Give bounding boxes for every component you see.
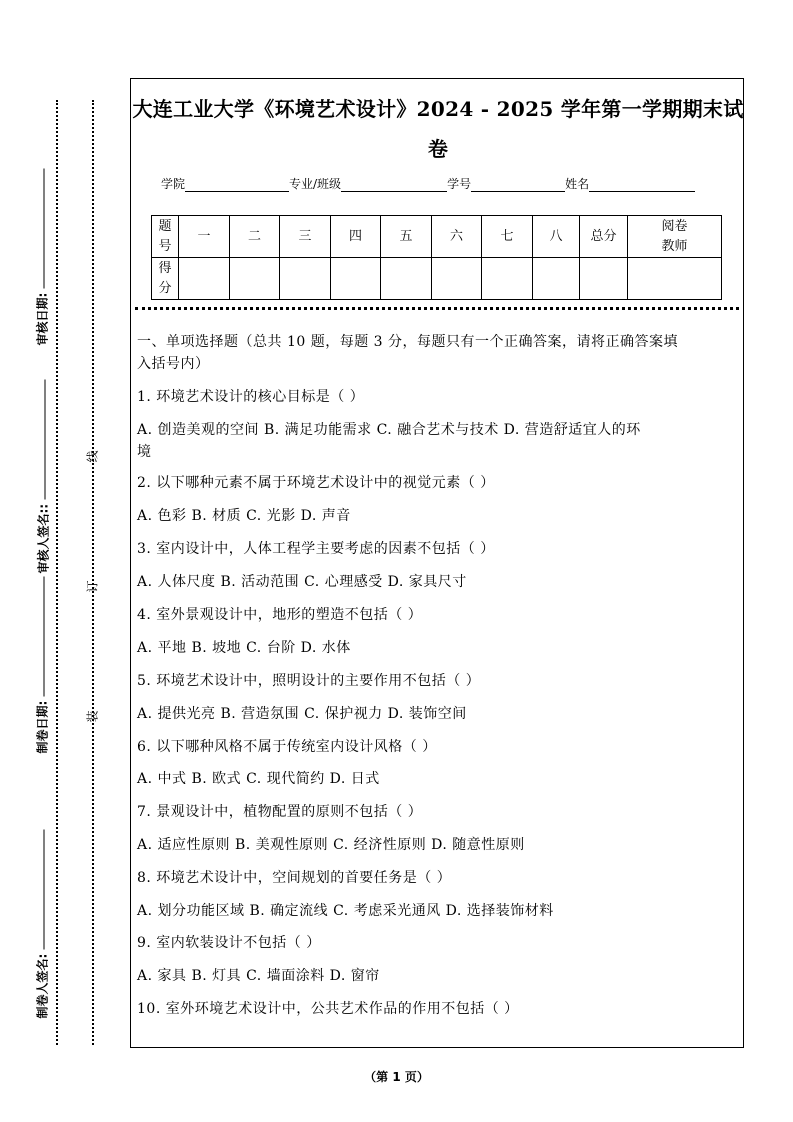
question-8-options: A. 划分功能区域 B. 确定流线 C. 考虑采光通风 D. 选择装饰材料	[137, 903, 554, 919]
question-3-options: A. 人体尺度 B. 活动范围 C. 心理感受 D. 家具尺寸	[137, 574, 467, 590]
col-5: 五	[381, 216, 432, 258]
question-6: 6. 以下哪种风格不属于传统室内设计风格（ ）	[137, 739, 437, 755]
paper-maker-signature-label: 制卷人签名:	[34, 839, 51, 1019]
major-class-label: 专业/班级	[289, 177, 342, 191]
score-cell[interactable]	[331, 258, 381, 300]
question-5: 5. 环境艺术设计中，照明设计的主要作用不包括（ ）	[137, 673, 481, 689]
question-7: 7. 景观设计中，植物配置的原则不包括（ ）	[137, 804, 423, 820]
question-10: 10. 室外环境艺术设计中，公共艺术作品的作用不包括（ ）	[137, 1001, 519, 1017]
score-cell[interactable]	[432, 258, 482, 300]
total-score-header: 总分	[580, 216, 628, 258]
student-info-row	[161, 175, 695, 192]
question-2-options: A. 色彩 B. 材质 C. 光影 D. 声音	[137, 508, 351, 524]
section-heading-line-1: 一、单项选择题（总共 10 题，每题 3 分，每题只有一个正确答案，请将正确答案填	[137, 334, 679, 350]
question-5-options: A. 提供光亮 B. 营造氛围 C. 保护视力 D. 装饰空间	[137, 706, 467, 722]
question-3: 3. 室内设计中，人体工程学主要考虑的因素不包括（ ）	[137, 541, 495, 557]
score-cell[interactable]	[230, 258, 280, 300]
review-date-label: 审核日期:	[34, 166, 51, 346]
binding-mark-bind: 装	[85, 710, 100, 723]
binding-mark-staple: 订	[85, 580, 100, 593]
question-1: 1. 环境艺术设计的核心目标是（ ）	[137, 389, 365, 405]
college-field[interactable]	[185, 179, 289, 192]
question-number-header: 题 号	[152, 216, 179, 258]
question-4-options: A. 平地 B. 坡地 C. 台阶 D. 水体	[137, 640, 351, 656]
col-2: 二	[230, 216, 280, 258]
col-8: 八	[533, 216, 580, 258]
major-class-field[interactable]	[341, 179, 447, 192]
section-heading-line-2: 入括号内）	[137, 356, 210, 372]
inner-dotted-line	[92, 100, 94, 1045]
student-id-label: 学号	[447, 177, 472, 191]
student-id-field[interactable]	[471, 179, 565, 192]
reviewer-signature-label: 审核人签名::	[35, 384, 52, 574]
paper-date-label: 制卷日期:	[34, 574, 51, 754]
title-line-1: 大连工业大学《环境艺术设计》2024 - 2025 学年第一学期期末试	[132, 97, 744, 121]
binding-sidebar	[0, 0, 130, 1122]
score-table-score-row	[152, 258, 722, 300]
question-7-options: A. 适应性原则 B. 美观性原则 C. 经济性原则 D. 随意性原则	[137, 837, 525, 853]
college-label: 学院	[161, 177, 186, 191]
score-cell[interactable]	[533, 258, 580, 300]
question-6-options: A. 中式 B. 欧式 C. 现代简约 D. 日式	[137, 771, 380, 787]
question-8: 8. 环境艺术设计中，空间规划的首要任务是（ ）	[137, 870, 452, 886]
name-label: 姓名	[565, 177, 590, 191]
score-table	[151, 215, 722, 300]
binding-mark-line: 线	[85, 450, 100, 463]
outer-dotted-line	[56, 100, 58, 1045]
grader-cell[interactable]	[628, 258, 722, 300]
page-number: （第 1 页）	[364, 1070, 429, 1084]
name-field[interactable]	[589, 179, 695, 192]
col-7: 七	[482, 216, 533, 258]
exam-frame	[130, 78, 744, 1048]
question-1-options-line-2: 境	[137, 444, 152, 460]
dotted-separator	[135, 307, 739, 310]
question-9-options: A. 家具 B. 灯具 C. 墙面涂料 D. 窗帘	[137, 968, 380, 984]
score-cell[interactable]	[381, 258, 432, 300]
total-score-cell[interactable]	[580, 258, 628, 300]
score-label: 得 分	[152, 258, 179, 300]
question-1-options-line-1: A. 创造美观的空间 B. 满足功能需求 C. 融合艺术与技术 D. 营造舒适宜人的环	[137, 422, 641, 438]
title-line-2: 卷	[427, 137, 449, 161]
question-4: 4. 室外景观设计中，地形的塑造不包括（ ）	[137, 607, 423, 623]
col-6: 六	[432, 216, 482, 258]
grader-header: 阅卷 教师	[628, 216, 722, 258]
exam-title	[131, 89, 745, 169]
col-1: 一	[179, 216, 230, 258]
col-4: 四	[331, 216, 381, 258]
question-2: 2. 以下哪种元素不属于环境艺术设计中的视觉元素（ ）	[137, 475, 495, 491]
score-cell[interactable]	[179, 258, 230, 300]
score-cell[interactable]	[482, 258, 533, 300]
score-table-header-row	[152, 216, 722, 258]
question-9: 9. 室内软装设计不包括（ ）	[137, 935, 321, 951]
score-cell[interactable]	[280, 258, 331, 300]
col-3: 三	[280, 216, 331, 258]
